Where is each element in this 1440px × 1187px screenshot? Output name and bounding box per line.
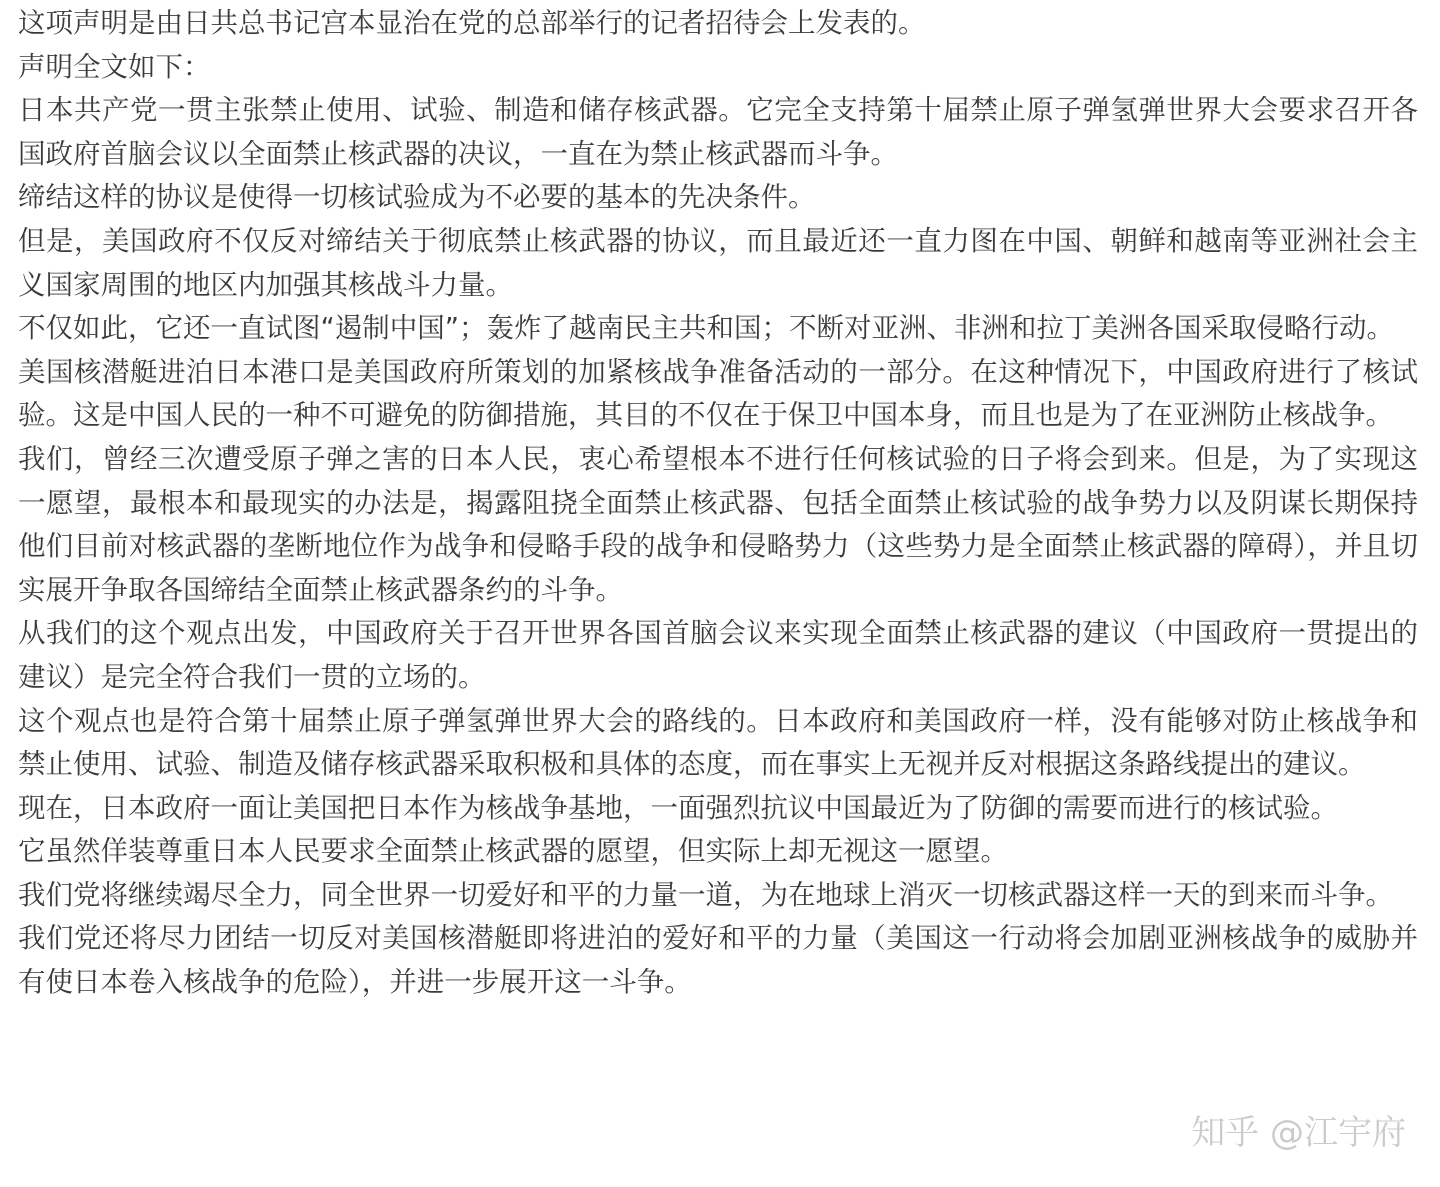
paragraph: 我们党将继续竭尽全力，同全世界一切爱好和平的力量一道，为在地球上消灭一切核武器这样一天的到来而斗争。	[18, 878, 1393, 911]
paragraph: 缔结这样的协议是使得一切核试验成为不必要的基本的先决条件。	[18, 181, 816, 214]
paragraph: 它虽然佯装尊重日本人民要求全面禁止核武器的愿望，但实际上却无视这一愿望。	[18, 835, 1008, 868]
paragraph: 我们党还将尽力团结一切反对美国核潜艇即将进泊的爱好和平的力量（美国这一行动将会加剧亚洲核战争的威胁并有使日本卷入核战争的危险），并进一步展开这一斗争。	[18, 922, 1418, 999]
paragraph: 我们，曾经三次遭受原子弹之害的日本人民，衷心希望根本不进行任何核试验的日子将会到来。但是，为了实现这一愿望，最根本和最现实的办法是，揭露阻挠全面禁止核武器、包括全面禁止核试验的战争势力以及阴谋长期保持他们目前对核武器的垄断地位作为战争和侵略手段的战争和侵略势力（这些势力是全面禁止核武器的障碍），并且切实展开争取各国缔结全面禁止核武器条约的斗争。	[18, 442, 1418, 606]
paragraph: 美国核潜艇进泊日本港口是美国政府所策划的加紧核战争准备活动的一部分。在这种情况下，中国政府进行了核试验。这是中国人民的一种不可避免的防御措施，其目的不仅在于保卫中国本身，而且也是为了在亚洲防止核战争。	[18, 355, 1418, 432]
paragraph: 不仅如此，它还一直试图“遏制中国”；轰炸了越南民主共和国；不断对亚洲、非洲和拉丁美洲各国采取侵略行动。	[18, 312, 1394, 345]
paragraph: 但是，美国政府不仅反对缔结关于彻底禁止核武器的协议，而且最近还一直力图在中国、朝鲜和越南等亚洲社会主义国家周围的地区内加强其核战斗力量。	[18, 224, 1418, 301]
paragraph: 现在，日本政府一面让美国把日本作为核战争基地，一面强烈抗议中国最近为了防御的需要而进行的核试验。	[18, 791, 1338, 824]
paragraph: 从我们的这个观点出发，中国政府关于召开世界各国首脑会议来实现全面禁止核武器的建议（中国政府一贯提出的建议）是完全符合我们一贯的立场的。	[18, 617, 1418, 693]
paragraph: 这项声明是由日共总书记宫本显治在党的总部举行的记者招待会上发表的。	[18, 7, 926, 39]
article-body	[18, 2, 1418, 1005]
paragraph: 这个观点也是符合第十届禁止原子弹氢弹世界大会的路线的。日本政府和美国政府一样，没有能够对防止核战争和禁止使用、试验、制造及储存核武器采取积极和具体的态度，而在事实上无视并反对根据这条路线提出的建议。	[18, 704, 1418, 781]
paragraph: 日本共产党一贯主张禁止使用、试验、制造和储存核武器。它完全支持第十届禁止原子弹氢弹世界大会要求召开各国政府首脑会议以全面禁止核武器的决议，一直在为禁止核武器而斗争。	[18, 94, 1418, 170]
paragraph: 声明全文如下：	[18, 50, 211, 83]
watermark-text: 知乎 @江宇府	[1191, 1113, 1406, 1153]
